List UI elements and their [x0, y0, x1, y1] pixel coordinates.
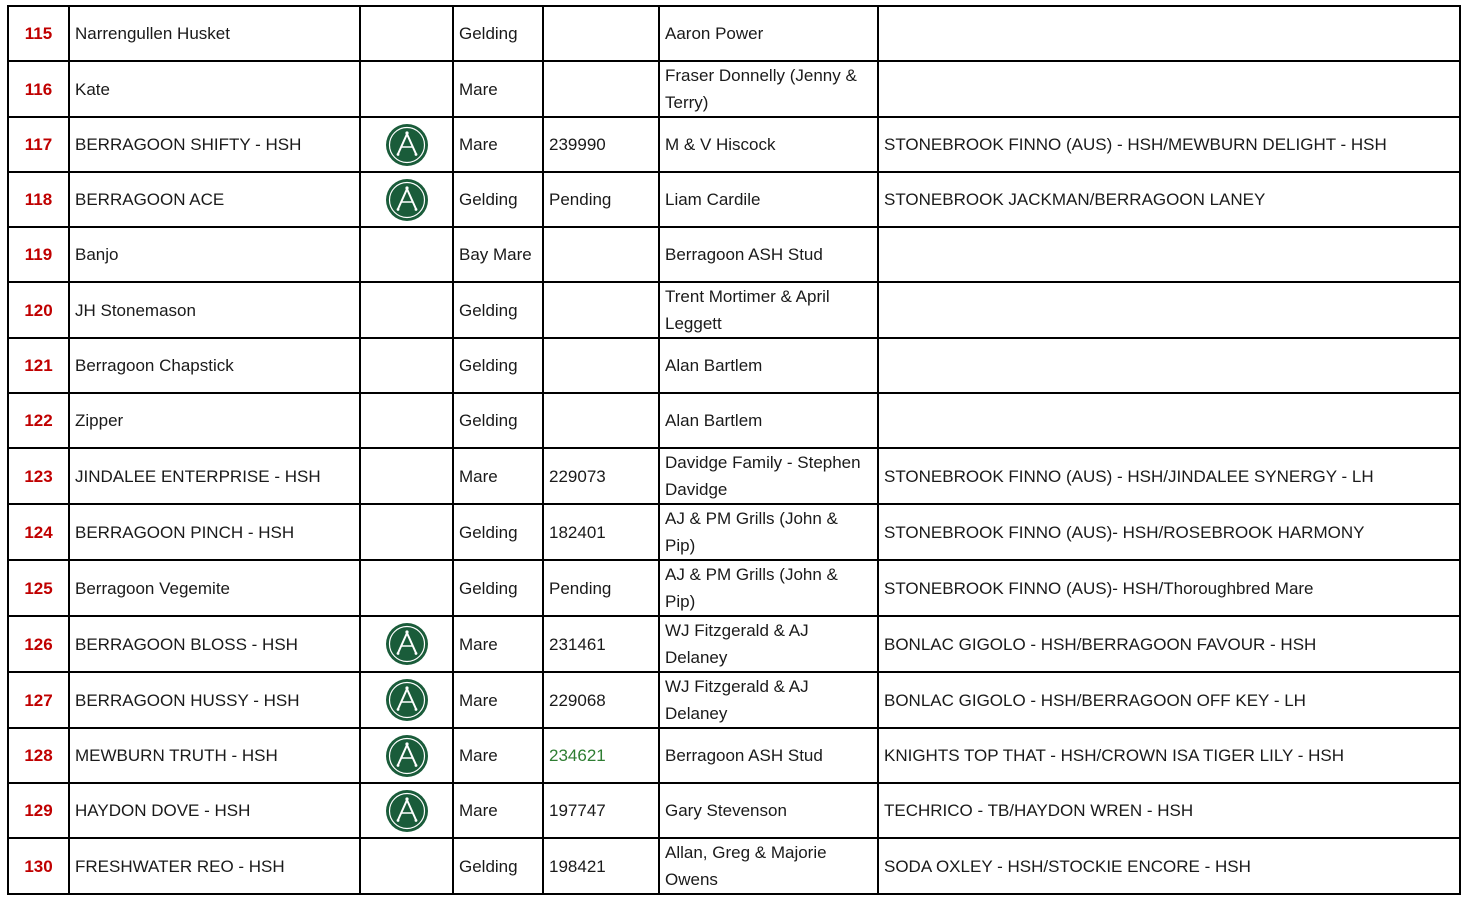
- horse-name: Berragoon Chapstick: [69, 338, 360, 393]
- pedigree: STONEBROOK FINNO (AUS) - HSH/MEWBURN DELIGHT - HSH: [878, 117, 1460, 172]
- logo-cell: [360, 117, 453, 172]
- ash-stud-logo-icon: [385, 622, 429, 666]
- registration-number: 198421: [543, 838, 659, 894]
- horse-sex: Mare: [453, 117, 543, 172]
- table-row: [8, 117, 1460, 172]
- table-row: [8, 393, 1460, 448]
- table-row: [8, 282, 1460, 338]
- pedigree: [878, 393, 1460, 448]
- owner-name: Berragoon ASH Stud: [659, 227, 878, 282]
- logo-cell: [360, 6, 453, 61]
- registration-number: 239990: [543, 117, 659, 172]
- entry-number: 125: [8, 560, 69, 616]
- horse-sex: Mare: [453, 616, 543, 672]
- owner-name: Trent Mortimer & April Leggett: [659, 282, 878, 338]
- table-row: [8, 672, 1460, 728]
- logo-cell: [360, 504, 453, 560]
- registration-number: [543, 282, 659, 338]
- pedigree: TECHRICO - TB/HAYDON WREN - HSH: [878, 783, 1460, 838]
- registration-number: 197747: [543, 783, 659, 838]
- ash-stud-logo-icon: [385, 789, 429, 833]
- owner-name: Aaron Power: [659, 6, 878, 61]
- table-row: [8, 61, 1460, 117]
- horse-sex: Mare: [453, 448, 543, 504]
- horse-name: BERRAGOON ACE: [69, 172, 360, 227]
- horse-name: MEWBURN TRUTH - HSH: [69, 728, 360, 783]
- entry-number: 118: [8, 172, 69, 227]
- entry-number: 115: [8, 6, 69, 61]
- entry-number: 121: [8, 338, 69, 393]
- ash-stud-logo-icon: [385, 734, 429, 778]
- table-row: [8, 560, 1460, 616]
- horse-sex: Mare: [453, 783, 543, 838]
- pedigree: SODA OXLEY - HSH/STOCKIE ENCORE - HSH: [878, 838, 1460, 894]
- pedigree: [878, 6, 1460, 61]
- logo-cell: [360, 172, 453, 227]
- entry-number: 129: [8, 783, 69, 838]
- pedigree: BONLAC GIGOLO - HSH/BERRAGOON FAVOUR - HSH: [878, 616, 1460, 672]
- owner-name: AJ & PM Grills (John & Pip): [659, 504, 878, 560]
- table-row: [8, 338, 1460, 393]
- horse-name: Banjo: [69, 227, 360, 282]
- table-row: [8, 616, 1460, 672]
- entry-number: 116: [8, 61, 69, 117]
- pedigree: [878, 282, 1460, 338]
- owner-name: Berragoon ASH Stud: [659, 728, 878, 783]
- horse-name: Zipper: [69, 393, 360, 448]
- horse-sex: Gelding: [453, 172, 543, 227]
- registration-number: [543, 393, 659, 448]
- horse-sex: Mare: [453, 728, 543, 783]
- horse-name: BERRAGOON PINCH - HSH: [69, 504, 360, 560]
- owner-name: Davidge Family - Stephen Davidge: [659, 448, 878, 504]
- horse-sex: Gelding: [453, 282, 543, 338]
- horse-name: FRESHWATER REO - HSH: [69, 838, 360, 894]
- horse-name: Kate: [69, 61, 360, 117]
- pedigree: [878, 61, 1460, 117]
- logo-cell: [360, 338, 453, 393]
- owner-name: Allan, Greg & Majorie Owens: [659, 838, 878, 894]
- horse-name: Narrengullen Husket: [69, 6, 360, 61]
- entry-number: 120: [8, 282, 69, 338]
- owner-name: Liam Cardile: [659, 172, 878, 227]
- table-row: [8, 728, 1460, 783]
- logo-cell: [360, 282, 453, 338]
- registration-number: [543, 6, 659, 61]
- owner-name: Fraser Donnelly (Jenny & Terry): [659, 61, 878, 117]
- pedigree: STONEBROOK FINNO (AUS)- HSH/Thoroughbred Mare: [878, 560, 1460, 616]
- logo-cell: [360, 838, 453, 894]
- registration-number: Pending: [543, 172, 659, 227]
- ash-stud-logo-icon: [385, 178, 429, 222]
- entry-number: 127: [8, 672, 69, 728]
- horse-sex: Gelding: [453, 838, 543, 894]
- entries-table: [7, 5, 1461, 895]
- horse-sex: Bay Mare: [453, 227, 543, 282]
- owner-name: Alan Bartlem: [659, 393, 878, 448]
- horse-sex: Mare: [453, 672, 543, 728]
- ash-stud-logo-icon: [385, 123, 429, 167]
- entry-number: 128: [8, 728, 69, 783]
- logo-cell: [360, 672, 453, 728]
- registration-number: [543, 227, 659, 282]
- ash-stud-logo-icon: [385, 678, 429, 722]
- logo-cell: [360, 783, 453, 838]
- logo-cell: [360, 728, 453, 783]
- pedigree: STONEBROOK JACKMAN/BERRAGOON LANEY: [878, 172, 1460, 227]
- pedigree: STONEBROOK FINNO (AUS)- HSH/ROSEBROOK HARMONY: [878, 504, 1460, 560]
- registration-number: 231461: [543, 616, 659, 672]
- logo-cell: [360, 448, 453, 504]
- registration-number: [543, 338, 659, 393]
- entry-number: 130: [8, 838, 69, 894]
- registration-number: Pending: [543, 560, 659, 616]
- horse-name: JINDALEE ENTERPRISE - HSH: [69, 448, 360, 504]
- logo-cell: [360, 560, 453, 616]
- logo-cell: [360, 227, 453, 282]
- owner-name: Alan Bartlem: [659, 338, 878, 393]
- logo-cell: [360, 61, 453, 117]
- table-row: [8, 448, 1460, 504]
- entry-number: 119: [8, 227, 69, 282]
- owner-name: Gary Stevenson: [659, 783, 878, 838]
- entry-number: 117: [8, 117, 69, 172]
- horse-name: BERRAGOON BLOSS - HSH: [69, 616, 360, 672]
- logo-cell: [360, 393, 453, 448]
- registration-number: 229068: [543, 672, 659, 728]
- horse-sex: Mare: [453, 61, 543, 117]
- pedigree: BONLAC GIGOLO - HSH/BERRAGOON OFF KEY - LH: [878, 672, 1460, 728]
- registration-number: 229073: [543, 448, 659, 504]
- entry-number: 124: [8, 504, 69, 560]
- table-row: [8, 838, 1460, 894]
- table-row: [8, 172, 1460, 227]
- owner-name: M & V Hiscock: [659, 117, 878, 172]
- owner-name: WJ Fitzgerald & AJ Delaney: [659, 672, 878, 728]
- pedigree: STONEBROOK FINNO (AUS) - HSH/JINDALEE SYNERGY - LH: [878, 448, 1460, 504]
- pedigree: [878, 338, 1460, 393]
- entry-number: 122: [8, 393, 69, 448]
- registration-number: 182401: [543, 504, 659, 560]
- owner-name: WJ Fitzgerald & AJ Delaney: [659, 616, 878, 672]
- owner-name: AJ & PM Grills (John & Pip): [659, 560, 878, 616]
- horse-sex: Gelding: [453, 393, 543, 448]
- table-row: [8, 783, 1460, 838]
- horse-name: JH Stonemason: [69, 282, 360, 338]
- horse-sex: Gelding: [453, 504, 543, 560]
- entry-number: 126: [8, 616, 69, 672]
- registration-number: 234621: [543, 728, 659, 783]
- entries-table-body: [8, 6, 1460, 894]
- horse-sex: Gelding: [453, 6, 543, 61]
- table-row: [8, 227, 1460, 282]
- table-row: [8, 6, 1460, 61]
- pedigree: [878, 227, 1460, 282]
- horse-sex: Gelding: [453, 338, 543, 393]
- table-row: [8, 504, 1460, 560]
- logo-cell: [360, 616, 453, 672]
- horse-sex: Gelding: [453, 560, 543, 616]
- horse-name: Berragoon Vegemite: [69, 560, 360, 616]
- horse-name: HAYDON DOVE - HSH: [69, 783, 360, 838]
- horse-name: BERRAGOON HUSSY - HSH: [69, 672, 360, 728]
- entry-number: 123: [8, 448, 69, 504]
- horse-name: BERRAGOON SHIFTY - HSH: [69, 117, 360, 172]
- registration-number: [543, 61, 659, 117]
- pedigree: KNIGHTS TOP THAT - HSH/CROWN ISA TIGER LILY - HSH: [878, 728, 1460, 783]
